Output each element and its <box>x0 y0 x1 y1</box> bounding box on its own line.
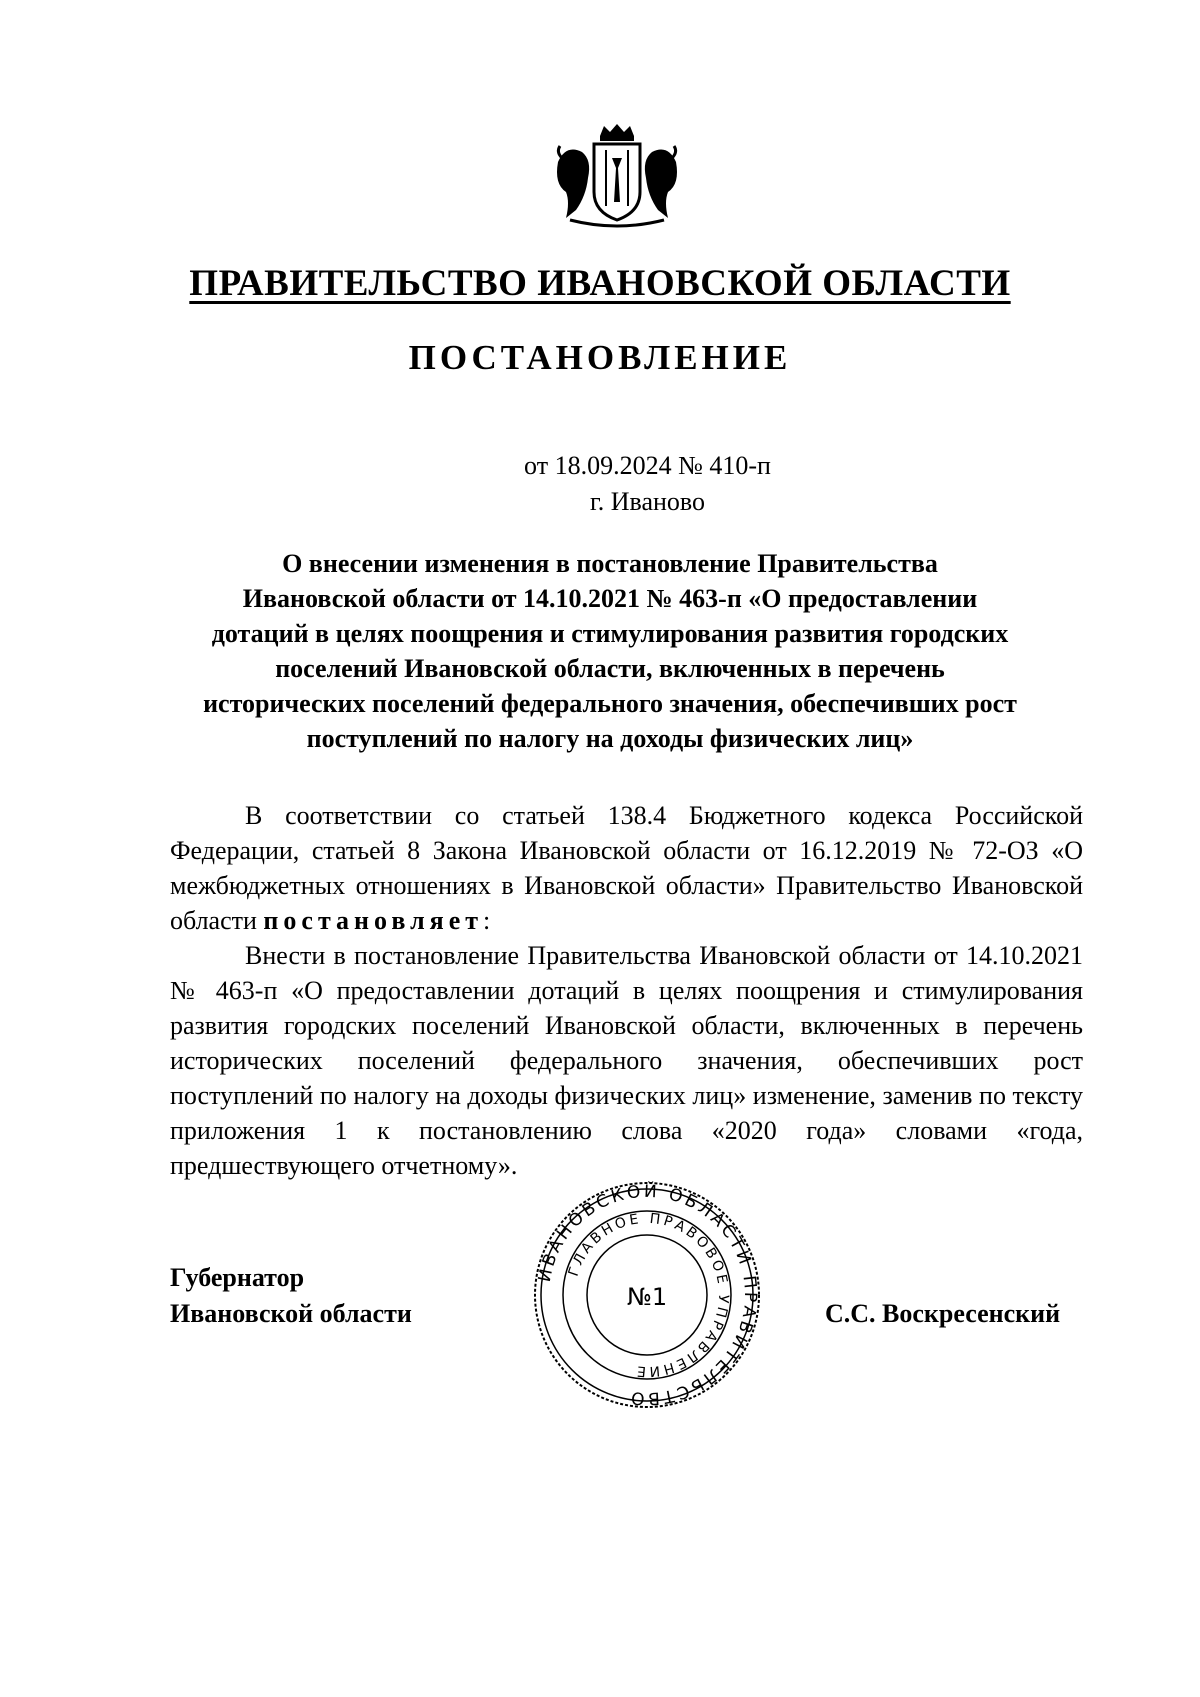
document-type: ПОСТАНОВЛЕНИЕ <box>408 338 792 377</box>
subject-line: Ивановской области от 14.10.2021 № 463-п «О предоставлении <box>242 584 978 613</box>
subject-line: поселений Ивановской области, включенных в перечень <box>275 654 945 683</box>
coat-of-arms-icon <box>548 122 686 230</box>
svg-text:ГЛАВНОЕ ПРАВОВОЕ УПРАВЛЕНИЕ: ГЛАВНОЕ ПРАВОВОЕ УПРАВЛЕНИЕ <box>565 1210 732 1380</box>
svg-text:ИВАНОВСКОЙ ОБЛАСТИ ПРАВИТЕЛЬСТ: ИВАНОВСКОЙ ОБЛАСТИ ПРАВИТЕЛЬСТВО <box>534 1181 761 1409</box>
subject-line: О внесении изменения в постановление Правительства <box>282 549 938 578</box>
subject-line: исторических поселений федерального значения, обеспечивших рост <box>203 689 1017 718</box>
body-paragraph-preamble <box>170 798 1083 938</box>
document-subject <box>160 546 1060 756</box>
subject-line: дотаций в целях поощрения и стимулирования развития городских <box>211 619 1009 648</box>
document-meta <box>0 448 1200 520</box>
date-number: от 18.09.2024 № 410-п <box>524 451 771 480</box>
signatory-name: С.С. Воскресенский <box>825 1299 1061 1328</box>
government-title <box>0 262 1200 305</box>
seal-number: №1 <box>626 1283 668 1311</box>
government-title-text: ПРАВИТЕЛЬСТВО ИВАНОВСКОЙ ОБЛАСТИ <box>189 263 1011 304</box>
position-line: Ивановской области <box>170 1299 412 1328</box>
document-body <box>170 798 1083 1183</box>
subject-line: поступлений по налогу на доходы физических лиц» <box>306 724 914 753</box>
official-seal-stamp <box>532 1180 762 1410</box>
signatory-position <box>170 1260 412 1332</box>
city: г. Иваново <box>590 487 705 516</box>
decree-word: постановляет <box>263 906 484 935</box>
position-line: Губернатор <box>170 1263 305 1292</box>
body-paragraph-amendment: Внести в постановление Правительства Ивановской области от 14.10.2021 № 463-п «О предоставлении дотаций в целях поощрения и стимулирования развития городских поселений Ивановской области, включенных в перечень исторических поселений федерального значения, обеспечивших рост поступлений по налогу на доходы физических лиц» изменение, заменив по тексту приложения 1 к постановлению слова «2020 года» словами «года, предшествующего отчетному». <box>170 941 1083 1180</box>
preamble-text: В соответствии со статьей 138.4 Бюджетного кодекса Российской Федерации, статьей 8 Закона Ивановской области от 16.12.2019 № 72-ОЗ «О межбюджетных отношениях в Ивановской области» Правительство Ивановской области <box>170 801 1083 935</box>
preamble-end: : <box>483 906 491 935</box>
